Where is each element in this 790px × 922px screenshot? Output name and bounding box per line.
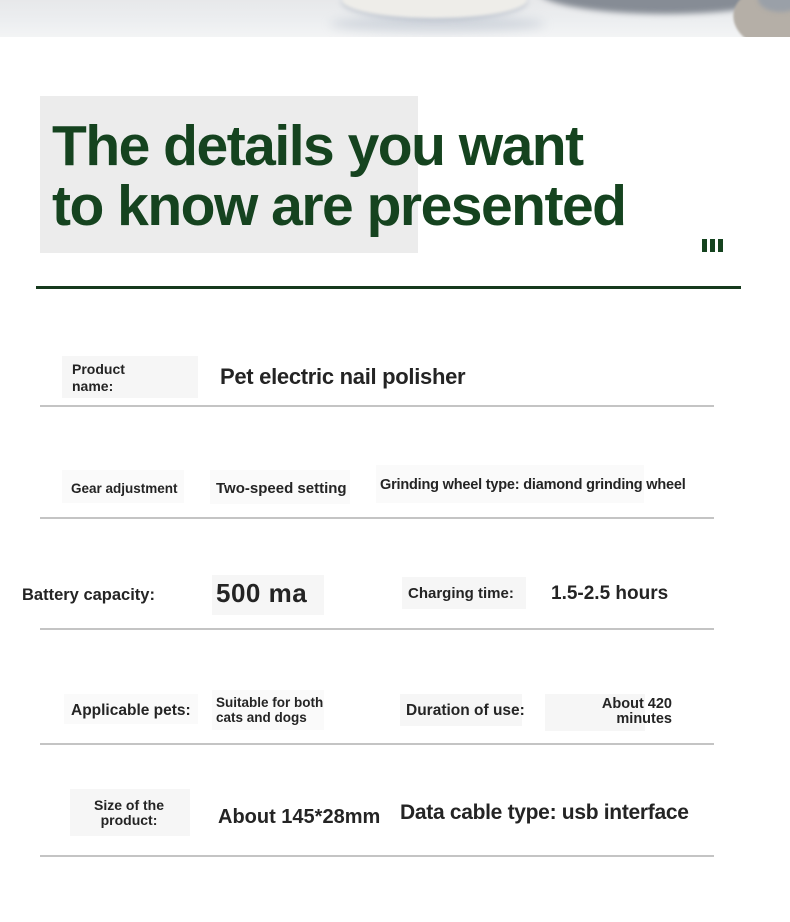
spec-value-charging-time: 1.5-2.5 hours xyxy=(551,583,669,604)
spec-value-gear-adjustment: Two-speed setting xyxy=(216,480,347,497)
spec-label-line: Size of the xyxy=(93,797,164,813)
bar-glyph xyxy=(718,239,723,252)
photo-shadow-fragment xyxy=(330,16,545,32)
heading-divider xyxy=(36,286,741,289)
row-separator xyxy=(40,517,714,519)
row-separator xyxy=(40,855,714,857)
spec-label-battery-capacity: Battery capacity: xyxy=(22,586,155,604)
spec-label-line: Product xyxy=(72,361,125,377)
spec-value-duration-of-use xyxy=(530,697,672,726)
spec-data-cable-type: Data cable type: usb interface xyxy=(400,801,689,824)
row-separator xyxy=(40,628,714,630)
spec-value-line: cats and dogs xyxy=(216,709,307,725)
spec-label-gear-adjustment: Gear adjustment xyxy=(71,481,178,496)
row-separator xyxy=(40,743,714,745)
page-title-line2: to know are presented xyxy=(52,174,626,238)
spec-value-line: Suitable for both xyxy=(216,695,324,710)
spec-label-product-name xyxy=(72,361,125,394)
spec-value-product-name: Pet electric nail polisher xyxy=(220,364,466,389)
spec-value-battery-capacity: 500 ma xyxy=(216,578,308,608)
spec-grinding-wheel-type: Grinding wheel type: diamond grinding wheel xyxy=(380,477,686,493)
spec-label-applicable-pets: Applicable pets: xyxy=(71,702,191,719)
spec-value-applicable-pets xyxy=(216,696,323,725)
three-bars-icon xyxy=(702,239,723,252)
spec-value-product-size: About 145*28mm xyxy=(218,806,381,828)
product-photo-strip xyxy=(0,0,790,37)
spec-label-line: name: xyxy=(72,377,114,394)
photo-knit-fragment xyxy=(342,0,527,18)
spec-label-product-size xyxy=(72,798,186,828)
page-title-line1: The details you want xyxy=(52,114,583,178)
bar-glyph xyxy=(710,239,715,252)
row-separator xyxy=(40,405,714,407)
bar-glyph xyxy=(702,239,707,252)
spec-label-charging-time: Charging time: xyxy=(408,585,514,602)
spec-value-line: minutes xyxy=(616,710,672,727)
spec-label-line: product: xyxy=(100,812,158,828)
spec-label-duration-of-use: Duration of use: xyxy=(406,702,525,719)
spec-value-line: About 420 xyxy=(601,696,672,712)
page-title xyxy=(52,116,626,236)
